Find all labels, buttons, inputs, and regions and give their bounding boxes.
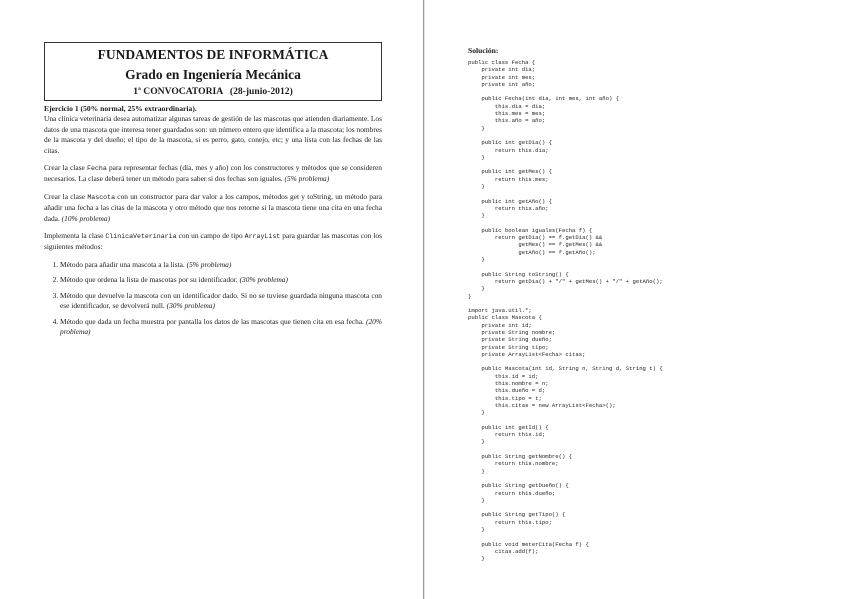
mascota-text: con un constructor para dar valor a los campos, métodos get y toString, un método para añadir una fecha a las citas de la mascota y otro método que nos retorne si la mascota tiene una cita en una fecha dada. <box>44 191 383 223</box>
solution-code: public class Fecha { private int dia; private int mes; private int año; public Fecha(int dia, int mes, int año) { this.dia = dia; this.mes = mes; this.año = año; } public int getDia() { return this.dia; } public int getMes() { return this.mes; } public int getAño() { return this.año; } public boolean iguales(Fecha f) { return getDia() == f.getDia() && getMes() == f.getMes() && getAño() == f.getAño(); } public String toString() { return getDia() + "/" + getMes() + "/" + getAño(); } } import java.util.*; public class Mascota { private int id; private String nombre; private String dueño; private String tipo; private ArrayList<Fecha> citas; public Mascota(int id, String n, String d, String t) { this.id = id; this.nombre = n; this.dueño = d; this.tipo = t; this.citas = new ArrayList<Fecha>(); } public int getId() { return this.id; } public String getNombre() { return this.nombre; } public String getDueño() { return this.dueño; } public String getTipo() { return this.tipo; } public void meterCita(Fecha f) { citas.add(f); } <box>468 59 663 563</box>
method-item <box>60 291 382 312</box>
exercise-content <box>44 104 382 342</box>
methods-list <box>44 260 382 337</box>
fecha-paragraph <box>44 163 382 185</box>
fecha-pre: Crear la clase <box>44 163 88 173</box>
method-text: Método que ordena la lista de mascotas por su identificador. <box>60 275 240 285</box>
method-text: Método que dada un fecha muestra por pantalla los datos de las mascotas que tienen cita en esa fecha. <box>60 316 366 326</box>
fecha-text: para representar fechas (día, mes y año) con los constructores y métodos que se consideren necesarios. La clase deberá tener un método para saber si dos fechas son iguales. <box>44 163 383 184</box>
arraylist-code: ArrayList <box>244 233 281 241</box>
exercise-heading: Ejercicio 1 (50% normal, 25% extraordinaria). <box>44 104 197 113</box>
method-text: Método que devuelve la mascota con un identificador dado. Si no se tuviese guardada ninguna mascota con ese identificador, se devolverá null. <box>60 290 382 311</box>
clinica-mid: con un campo de tipo <box>176 231 245 241</box>
degree-subtitle: Grado en Ingeniería Mecánica <box>125 67 301 82</box>
method-item <box>60 260 382 270</box>
method-score: (30% problema) <box>166 301 215 311</box>
mascota-code: Mascota <box>87 193 116 201</box>
clinica-paragraph <box>44 231 382 253</box>
course-title: FUNDAMENTOS DE INFORMÁTICA <box>97 47 329 62</box>
method-item <box>60 275 382 285</box>
exam-session: 1ª CONVOCATORIA (28-junio-2012) <box>133 86 293 97</box>
method-score: (5% problema) <box>186 259 232 269</box>
right-page <box>425 0 848 599</box>
clinica-pre: Implementa la clase <box>44 231 106 241</box>
fecha-score: (5% problema) <box>284 174 330 184</box>
clinica-code: ClinicaVeterinaria <box>105 233 177 241</box>
method-text: Método para añadir una mascota a la lista. <box>60 259 187 269</box>
mascota-pre: Crear la clase <box>44 191 88 201</box>
mascota-paragraph <box>44 192 382 224</box>
title-box <box>44 42 382 101</box>
clinica-post: para guardar las mascotas con los siguientes métodos: <box>44 231 382 252</box>
fecha-code: Fecha <box>87 165 107 173</box>
intro-paragraph: Una clínica veterinaria desea automatizar algunas tareas de gestión de las mascotas que atienden diariamente. Los datos de una mascota que interesa tener guardados son: un número entero que identifica a la mascota; los nombres de la mascota y del dueño; el tipo de la mascota, si es perro, gato, conejo, etc; y una lista con las fechas de las citas. <box>44 114 382 155</box>
solution-label: Solución: <box>468 46 499 55</box>
mascota-score: (10% problema) <box>61 213 111 223</box>
method-item <box>60 317 382 338</box>
method-score: (20% problema) <box>60 316 382 336</box>
method-score: (30% problema) <box>239 275 288 285</box>
